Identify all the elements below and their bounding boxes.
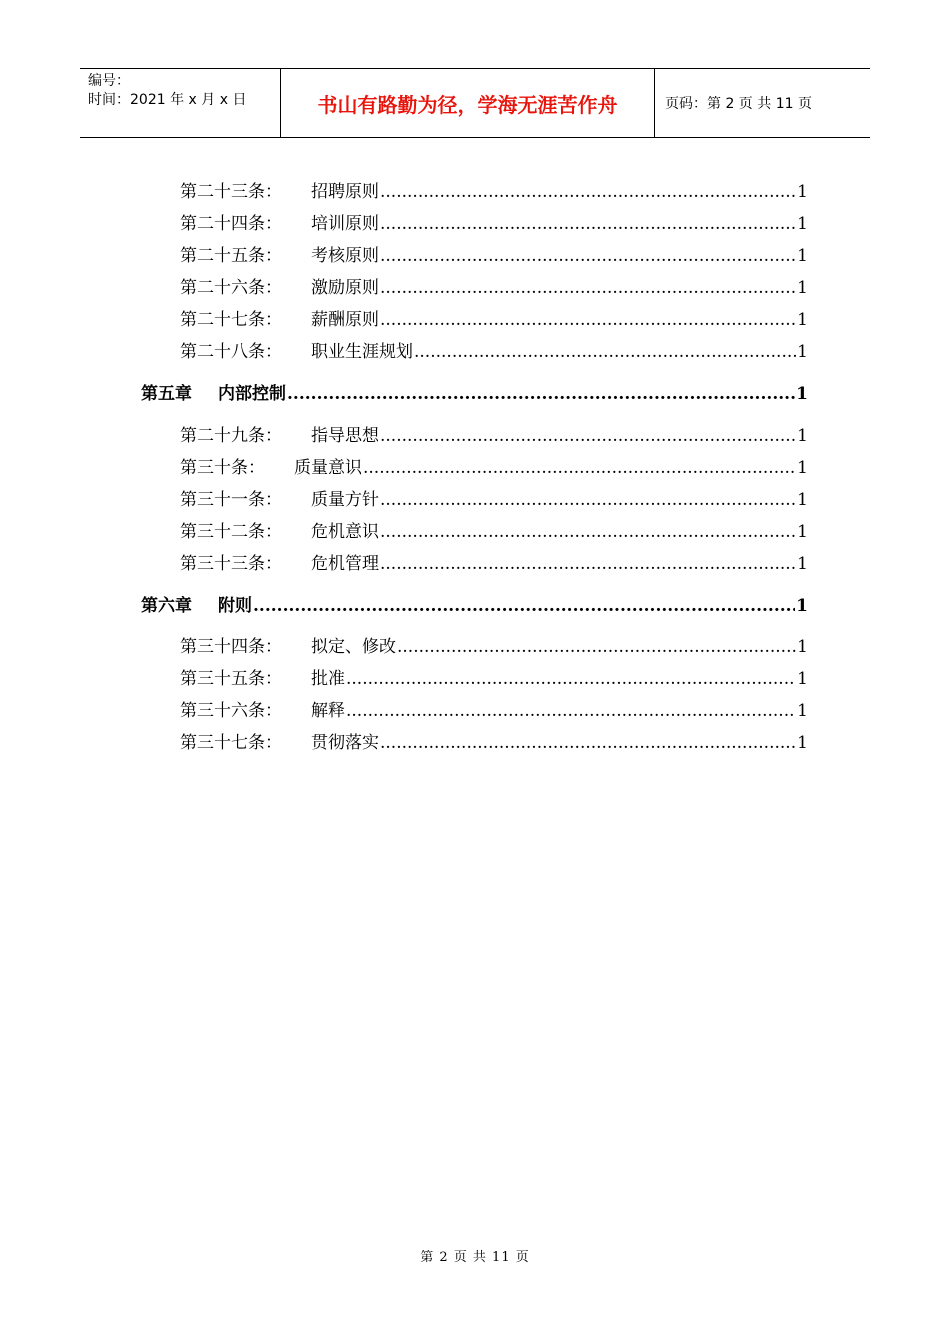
toc-entry-page: 1 [797,733,808,753]
toc-entry-title: 贯彻落实 [311,733,379,753]
toc-entry-number: 第三十一条： [180,490,282,510]
toc-entry-page: 1 [797,310,808,330]
toc-entry-page: 1 [797,214,808,234]
toc-entry[interactable] [180,209,808,234]
toc-chapter-title: 内部控制 [218,384,286,404]
toc-entry-page: 1 [797,522,808,542]
toc-entry-title: 培训原则 [311,214,379,234]
toc-leader-dots [380,246,796,266]
toc-entry-title: 招聘原则 [311,182,379,202]
page-footer: 第 2 页 共 11 页 [420,1250,530,1265]
toc-entry-title: 指导思想 [311,426,379,446]
toc-leader-dots [380,214,796,234]
toc-entry-number: 第二十九条： [180,426,282,446]
toc-leader-dots [380,310,796,330]
toc-entry-title: 考核原则 [311,246,379,266]
toc-entry-title: 质量意识 [294,458,362,478]
toc-entry-page: 1 [797,182,808,202]
toc-chapter-entry[interactable] [141,379,808,404]
toc-leader-dots [363,458,796,478]
toc-entry[interactable] [180,421,808,446]
toc-entry[interactable] [180,664,808,689]
toc-leader-dots [346,669,796,689]
toc-entry[interactable] [180,517,808,542]
toc-entry[interactable] [180,632,808,657]
toc-leader-dots [380,554,796,574]
toc-entry-number: 第三十条： [180,458,265,478]
header-meta [80,69,281,137]
toc-entry-page: 1 [797,490,808,510]
toc-entry-page: 1 [797,669,808,689]
toc-chapter-page: 1 [796,384,808,404]
toc-chapter-number: 第六章 [141,596,192,616]
toc-entry-number: 第二十四条： [180,214,282,234]
toc-entry-number: 第二十八条： [180,342,282,362]
toc-entry-title: 职业生涯规划 [311,342,413,362]
toc-entry-page: 1 [797,458,808,478]
toc-entry[interactable] [180,696,808,721]
toc-entry[interactable] [180,241,808,266]
toc-leader-dots [380,426,796,446]
toc-leader-dots [397,637,796,657]
toc-entry-page: 1 [797,246,808,266]
toc-entry[interactable] [180,177,808,202]
toc-chapter-page: 1 [796,596,808,616]
toc-entry-page: 1 [797,554,808,574]
toc-entry-title: 解释 [311,701,345,721]
page-header [80,68,870,138]
toc-entry-number: 第二十六条： [180,278,282,298]
toc-entry-number: 第三十六条： [180,701,282,721]
toc-entry-number: 第二十三条： [180,182,282,202]
toc-entry[interactable] [180,305,808,330]
header-motto: 书山有路勤为径，学海无涯苦作舟 [281,69,655,137]
header-page-info: 页码：第 2 页 共 11 页 [665,96,812,112]
toc-entry-page: 1 [797,342,808,362]
doc-date: 时间：2021 年 x 月 x 日 [88,92,247,108]
toc-entry-title: 批准 [311,669,345,689]
toc-entry-title: 薪酬原则 [311,310,379,330]
toc-entry-number: 第三十五条： [180,669,282,689]
toc-entry-page: 1 [797,637,808,657]
toc-leader-dots [380,182,796,202]
toc-leader-dots [380,522,796,542]
toc-entry[interactable] [180,273,808,298]
toc-entry-page: 1 [797,426,808,446]
toc-entry-number: 第二十五条： [180,246,282,266]
toc-leader-dots [414,342,796,362]
toc-entry-page: 1 [797,278,808,298]
toc-entry-number: 第三十二条： [180,522,282,542]
toc-chapter-entry[interactable] [141,591,808,616]
toc-entry-number: 第二十七条： [180,310,282,330]
toc-entry[interactable] [180,549,808,574]
toc-entry-title: 危机管理 [311,554,379,574]
toc-entry[interactable] [180,337,808,362]
toc-leader-dots [380,733,796,753]
toc-chapter-title: 附则 [218,596,252,616]
toc-entry-title: 拟定、修改 [311,637,396,657]
toc-entry-title: 质量方针 [311,490,379,510]
toc-leader-dots [346,701,796,721]
toc-entry-page: 1 [797,701,808,721]
toc-leader-dots [253,596,795,616]
toc-chapter-number: 第五章 [141,384,192,404]
toc-entry-number: 第三十七条： [180,733,282,753]
toc-entry-title: 激励原则 [311,278,379,298]
doc-number-label: 编号： [88,73,130,89]
toc-entry-number: 第三十三条： [180,554,282,574]
toc-entry-number: 第三十四条： [180,637,282,657]
toc-entry[interactable] [180,485,808,510]
toc-entry[interactable] [180,728,808,753]
toc-entry[interactable] [180,453,808,478]
toc-leader-dots [380,490,796,510]
toc-leader-dots [380,278,796,298]
toc-entry-title: 危机意识 [311,522,379,542]
toc-leader-dots [287,384,795,404]
